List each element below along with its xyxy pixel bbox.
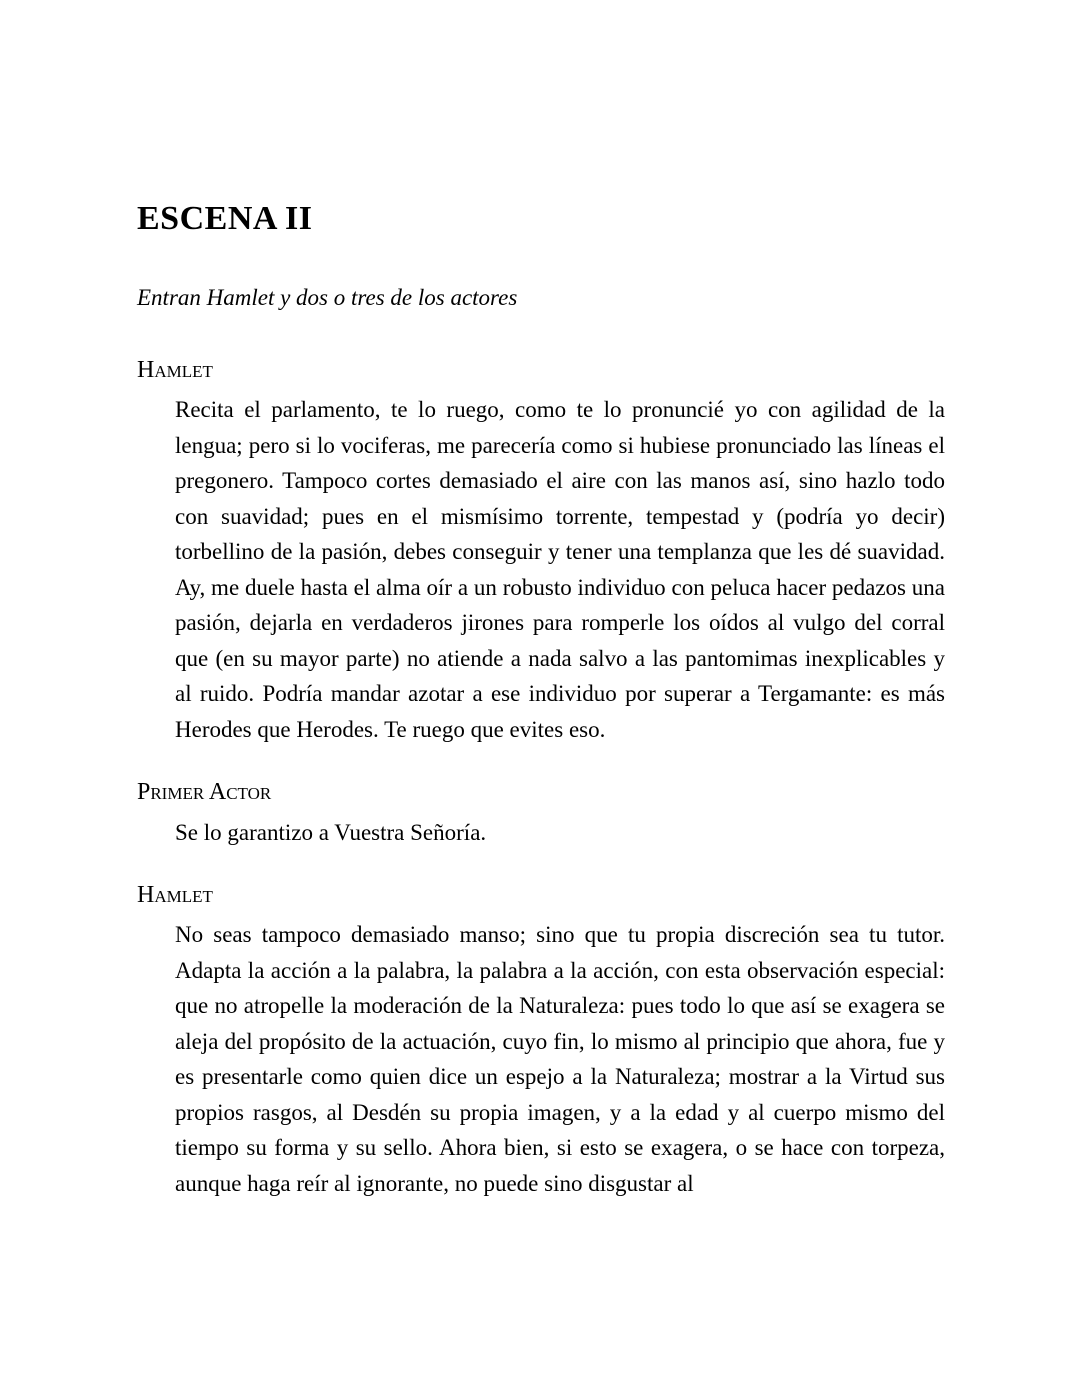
speech-block [137, 777, 945, 850]
speech-text: Recita el parlamento, te lo ruego, como te lo pronuncié yo con agilidad de la lengua; pero si lo vociferas, me parecería como si hubiese pronunciado las líneas el pregonero. Tampoco cortes demasiado el aire con las manos así, sino hazlo todo con suavidad; pues en el mismísimo torrente, tempestad y (podría yo decir) torbellino de la pasión, debes conseguir y tener una templanza que les dé suavidad. Ay, me duele hasta el alma oír a un robusto individuo con peluca hacer pedazos una pasión, dejarla en verdaderos jirones para romperle los oídos al vulgo del corral que (en su mayor parte) no atiende a nada salvo a las pantomimas inexplicables y al ruido. Podría mandar azotar a ese individuo por superar a Tergamante: es más Herodes que Herodes. Te ruego que evites eso. [175, 397, 945, 742]
speech-text: No seas tampoco demasiado manso; sino que tu propia discreción sea tu tutor. Adapta la acción a la palabra, la palabra a la acción, con esta observación especial: que no atropelle la moderación de la Naturaleza: pues todo lo que así se exagera se aleja del propósito de la actuación, cuyo fin, lo mismo al principio que ahora, fue y es presentarle como quien dice un espejo a la Naturaleza; mostrar a la Virtud sus propios rasgos, al Desdén su propia imagen, y a la edad y al cuerpo mismo del tiempo su forma y su sello. Ahora bien, si esto se exagera, o se hace con torpeza, aunque haga reír al ignorante, no puede sino disgustar al [175, 922, 945, 1196]
speech-block [137, 355, 945, 747]
speaker-name: Primer Actor [137, 779, 272, 806]
speech-text: Se lo garantizo a Vuestra Señoría. [175, 819, 487, 845]
speaker-name: Hamlet [137, 882, 213, 909]
stage-direction: Entran Hamlet y dos o tres de los actores [137, 285, 518, 311]
speech-block [137, 880, 945, 1201]
scene-heading: ESCENA II [137, 200, 313, 237]
speaker-name: Hamlet [137, 357, 213, 384]
